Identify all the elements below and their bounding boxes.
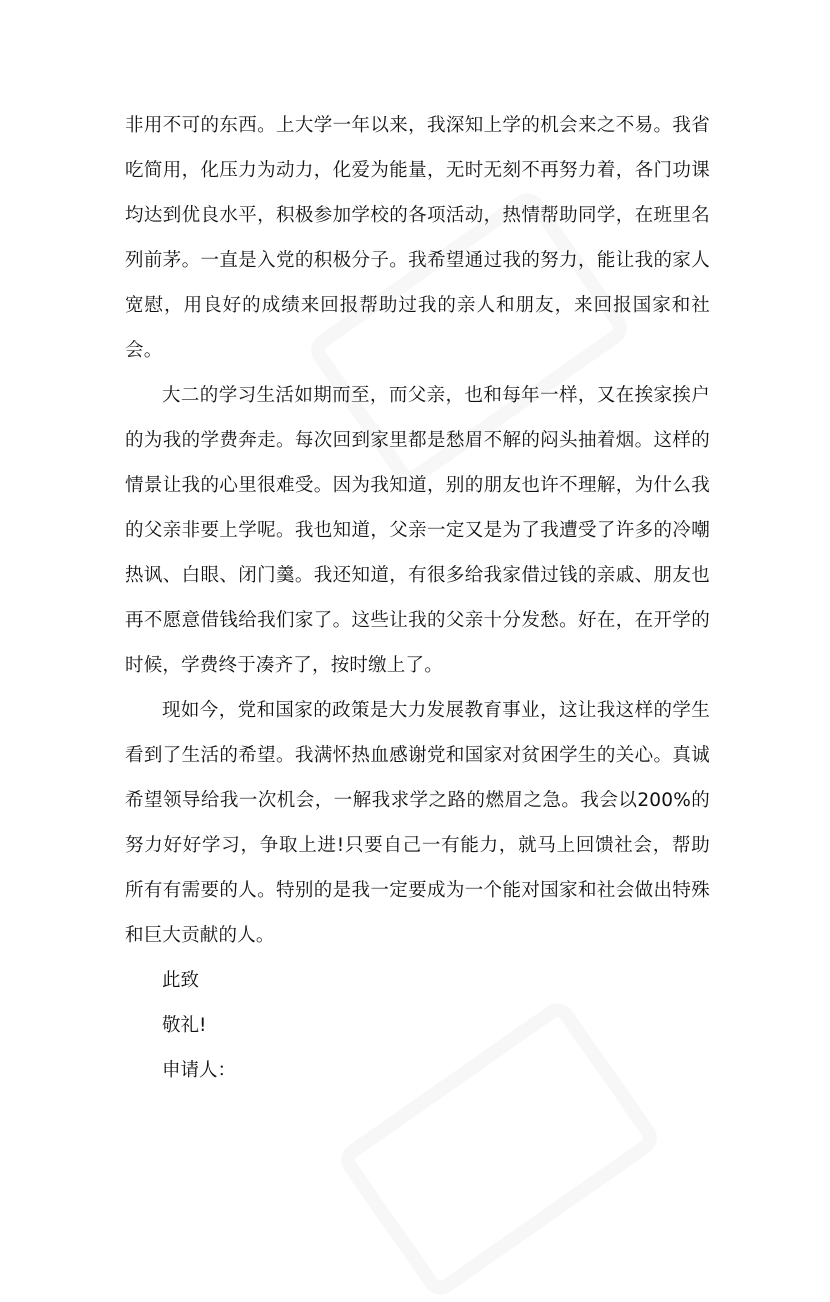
document-body (125, 103, 710, 1093)
closing-respect: 敬礼! (162, 1015, 207, 1036)
paragraph-3: 现如今，党和国家的政策是大力发展教育事业，这让我这样的学生看到了生活的希望。我满怀热血感谢党和国家对贫困学生的关心。真诚希望领导给我一次机会，一解我求学之路的燃眉之急。我会以200%的努力好好学习，争取上进!只要自己一有能力，就马上回馈社会，帮助所有有需要的人。特别的是我一定要成为一个能对国家和社会做出特殊和巨大贡献的人。 (125, 700, 710, 946)
closing-salutation: 此致 (162, 970, 200, 991)
closing-applicant: 申请人： (162, 1060, 237, 1081)
paragraph-1: 非用不可的东西。上大学一年以来，我深知上学的机会来之不易。我省吃简用，化压力为动力，化爱为能量，无时无刻不再努力着，各门功课均达到优良水平，积极参加学校的各项活动，热情帮助同学，在班里名列前茅。一直是入党的积极分子。我希望通过我的努力，能让我的家人宽慰，用良好的成绩来回报帮助过我的亲人和朋友，来回报国家和社会。 (125, 115, 710, 361)
paragraph-2: 大二的学习生活如期而至，而父亲，也和每年一样，又在挨家挨户的为我的学费奔走。每次回到家里都是愁眉不解的闷头抽着烟。这样的情景让我的心里很难受。因为我知道，别的朋友也许不理解，为什么我的父亲非要上学呢。我也知道，父亲一定又是为了我遭受了许多的冷嘲热讽、白眼、闭门羹。我还知道，有很多给我家借过钱的亲戚、朋友也再不愿意借钱给我们家了。这些让我的父亲十分发愁。好在，在开学的时候，学费终于凑齐了，按时缴上了。 (125, 385, 710, 676)
